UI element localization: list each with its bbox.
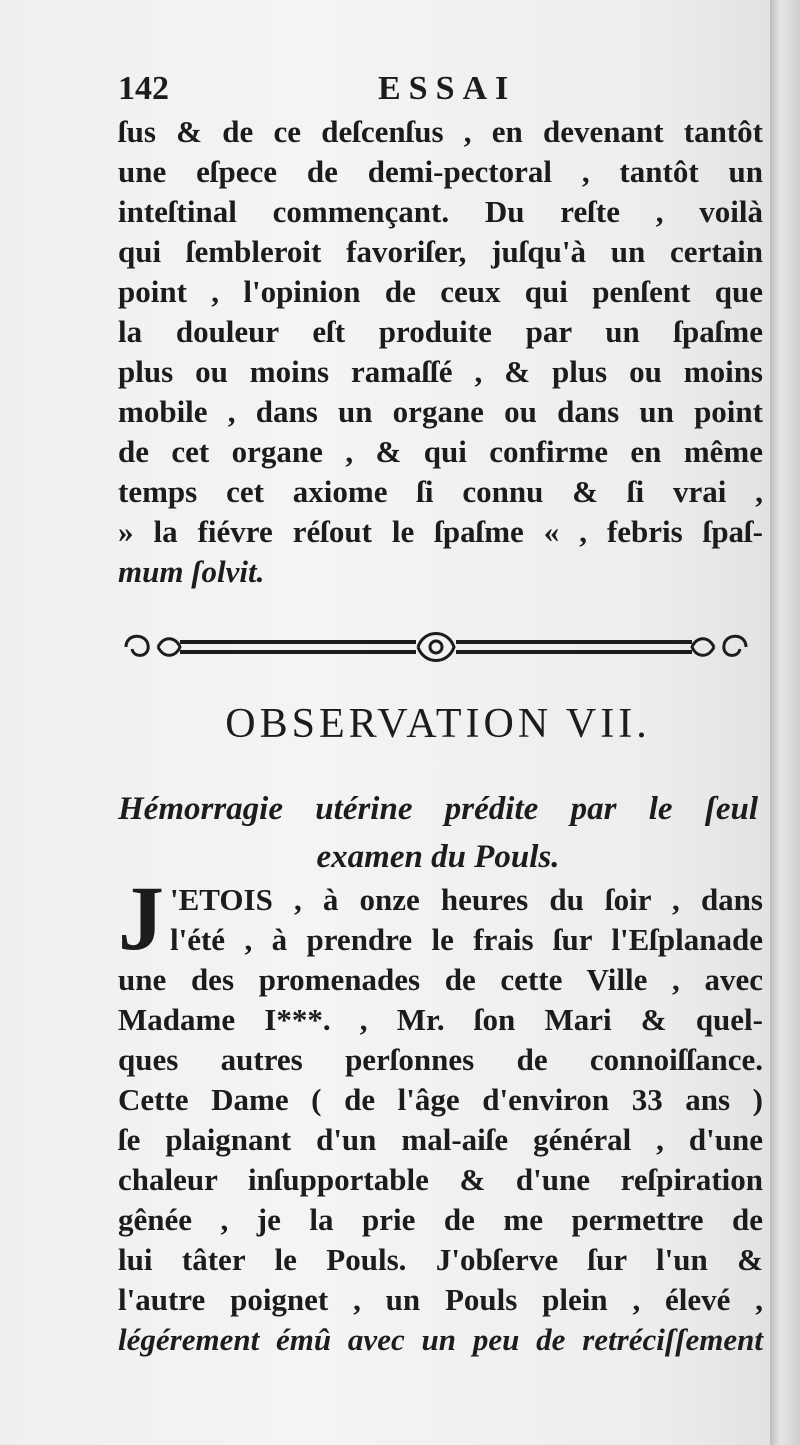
text-line: légérement émû avec un peu de retréciſſement (118, 1322, 763, 1357)
text-line: gênée , je la prie de me permettre de (118, 1202, 763, 1237)
subtitle-line: Hémorragie utérine prédite par le ſeul (118, 791, 758, 827)
text-line: point , l'opinion de ceux qui penſent que (118, 274, 763, 309)
book-gutter (770, 0, 800, 1445)
text-line: plus ou moins ramaſſé , & plus ou moins (118, 354, 763, 389)
text-line: une des promenades de cette Ville , avec (118, 962, 763, 997)
bottom-paragraph (118, 867, 763, 1380)
text-line: Cette Dame ( de l'âge d'environ 33 ans ) (118, 1082, 763, 1117)
text-line: l'autre poignet , un Pouls plein , élevé , (118, 1282, 763, 1317)
text-line: » la fiévre réſout le ſpaſme « , febris ſpaſ- (118, 514, 763, 549)
text-line: l'été , à prendre le frais ſur l'Eſplanade (170, 922, 763, 957)
subtitle-line: examen du Pouls. (316, 839, 560, 875)
text-line: temps cet axiome ſi connu & ſi vrai , (118, 474, 763, 509)
page-number: 142 (118, 70, 169, 107)
observation-title: OBSERVATION VII. (225, 701, 651, 747)
top-paragraph (118, 112, 763, 589)
text-line: qui ſembleroit favoriſer, juſqu'à un certain (118, 234, 763, 269)
running-title: ESSAI (378, 70, 517, 107)
ornament-divider (118, 625, 754, 669)
text-line: la douleur eſt produite par un ſpaſme (118, 314, 763, 349)
text-line: une eſpece de demi-pectoral , tantôt un (118, 154, 763, 189)
drop-cap: J (118, 867, 164, 969)
text-line: mobile , dans un organe ou dans un point (118, 394, 763, 429)
text-line: Madame I***. , Mr. ſon Mari & quel- (118, 1002, 763, 1037)
text-line: lui tâter le Pouls. J'obſerve ſur l'un & (118, 1242, 763, 1277)
text-line: de cet organe , & qui confirme en même (118, 434, 763, 469)
observation-subtitle (118, 785, 758, 881)
text-line: ſus & de ce deſcenſus , en devenant tantôt (118, 114, 763, 149)
text-line: ques autres perſonnes de connoiſſance. (118, 1042, 763, 1077)
text-line: mum ſolvit. (118, 554, 265, 589)
page-header (118, 70, 758, 110)
text-line: ſe plaignant d'un mal-aiſe général , d'une (118, 1122, 763, 1157)
text-line: inteſtinal commençant. Du reſte , voilà (118, 194, 763, 229)
text-line: 'ETOIS , à onze heures du ſoir , dans (170, 882, 763, 917)
text-line: chaleur inſupportable & d'une reſpiration (118, 1162, 763, 1197)
